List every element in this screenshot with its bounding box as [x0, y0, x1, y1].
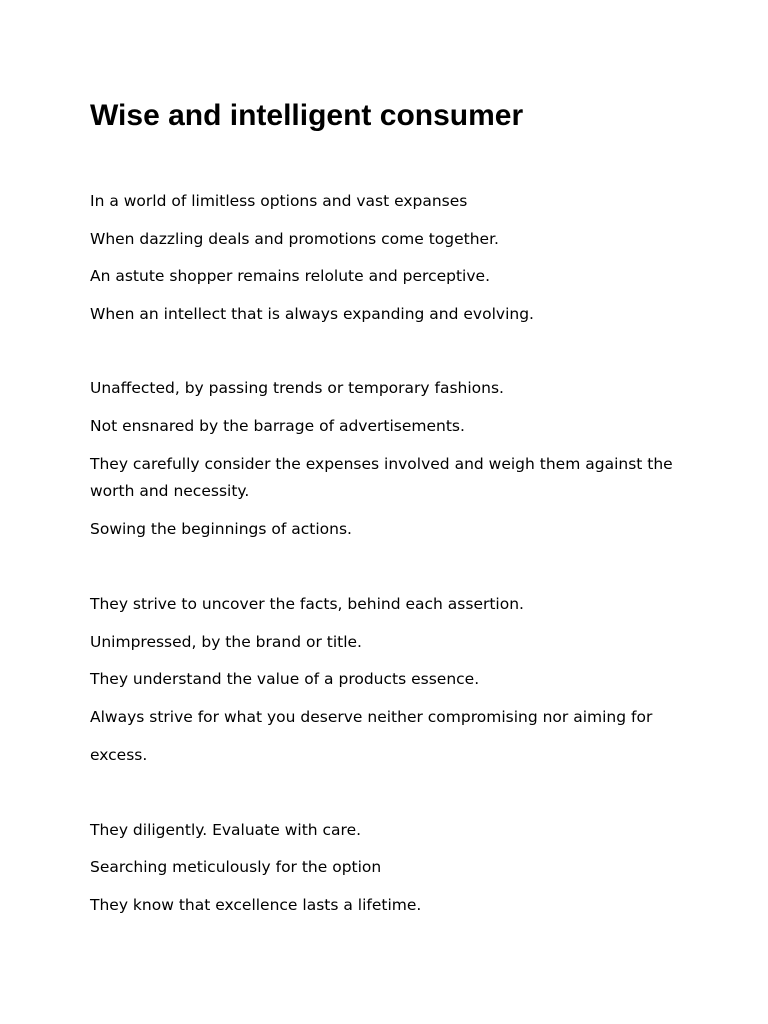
- stanza2-line3: They carefully consider the expenses involved and weigh them against the worth and necessity.: [90, 455, 673, 500]
- stanza3-line2: Unimpressed, by the brand or title.: [90, 633, 362, 651]
- document-title: Wise and intelligent consumer: [90, 99, 524, 132]
- stanza3-line1: They strive to uncover the facts, behind each assertion.: [90, 595, 524, 613]
- stanza1-line4: When an intellect that is always expanding and evolving.: [90, 305, 534, 323]
- stanza1-line1: In a world of limitless options and vast expanses: [90, 192, 468, 210]
- stanza1-line3: An astute shopper remains relolute and perceptive.: [90, 267, 491, 285]
- stanza3-line3: They understand the value of a products essence.: [90, 670, 480, 688]
- stanza2-line4: Sowing the beginnings of actions.: [90, 520, 352, 538]
- stanza3-line4b: excess.: [90, 746, 148, 764]
- stanza4-line2: Searching meticulously for the option: [90, 858, 382, 876]
- stanza4-line3: They know that excellence lasts a lifetime.: [90, 896, 422, 914]
- stanza2-line1: Unaffected, by passing trends or temporary fashions.: [90, 379, 504, 397]
- stanza1-line2: When dazzling deals and promotions come together.: [90, 230, 499, 248]
- stanza2-line2: Not ensnared by the barrage of advertisements.: [90, 417, 465, 435]
- stanza4-line1: They diligently. Evaluate with care.: [90, 821, 362, 839]
- stanza3-line4a: Always strive for what you deserve neither compromising nor aiming for: [90, 708, 653, 726]
